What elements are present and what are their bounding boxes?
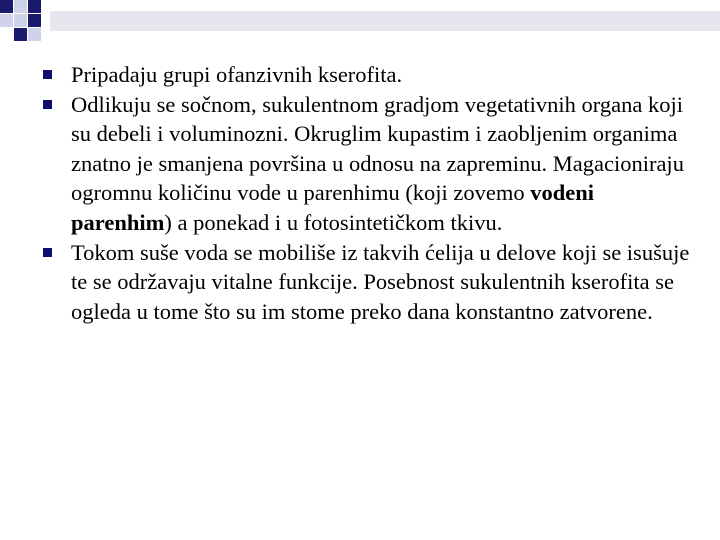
deco-square-navy [0,0,13,13]
deco-square-light [14,14,27,27]
square-bullet-icon [43,248,52,257]
corner-decoration [0,0,720,50]
bullet-item [40,60,690,90]
bullet-text: ) a ponekad i u fotosintetičkom tkivu. [164,209,503,235]
deco-square-navy [28,0,41,13]
square-bullet-icon [43,70,52,79]
deco-square-navy [28,14,41,27]
deco-square-navy [14,28,27,41]
bullet-item [40,90,690,238]
square-bullet-icon [43,100,52,109]
bullet-text: Tokom suše voda se mobiliše iz takvih ćelija u delove koji se isušuje te se održavaju vitalne funkcije. Posebnost sukulentnih kserofita se ogleda u tome što su im stome preko dana konstantno zatvorene. [71,239,690,324]
deco-square-light [28,28,41,41]
header-bar [50,11,720,31]
bold-term: vodeni parenhim [71,180,595,235]
deco-square-light [14,0,27,13]
bullet-text: Odlikuju se sočnom, sukulentnom gradjom vegetativnih organa koji su debeli i voluminozni. Okruglim kupastim i zaobljenim organima znatno je smanjena površina u odnosu na zapreminu. Magacioniraju ogromnu količinu vode u parenhimu (koji zovemo [71,91,684,206]
bullet-list [40,60,690,326]
bullet-text: Pripadaju grupi ofanzivnih kserofita. [71,62,403,87]
deco-square-light [0,14,13,27]
bullet-item [40,238,690,327]
